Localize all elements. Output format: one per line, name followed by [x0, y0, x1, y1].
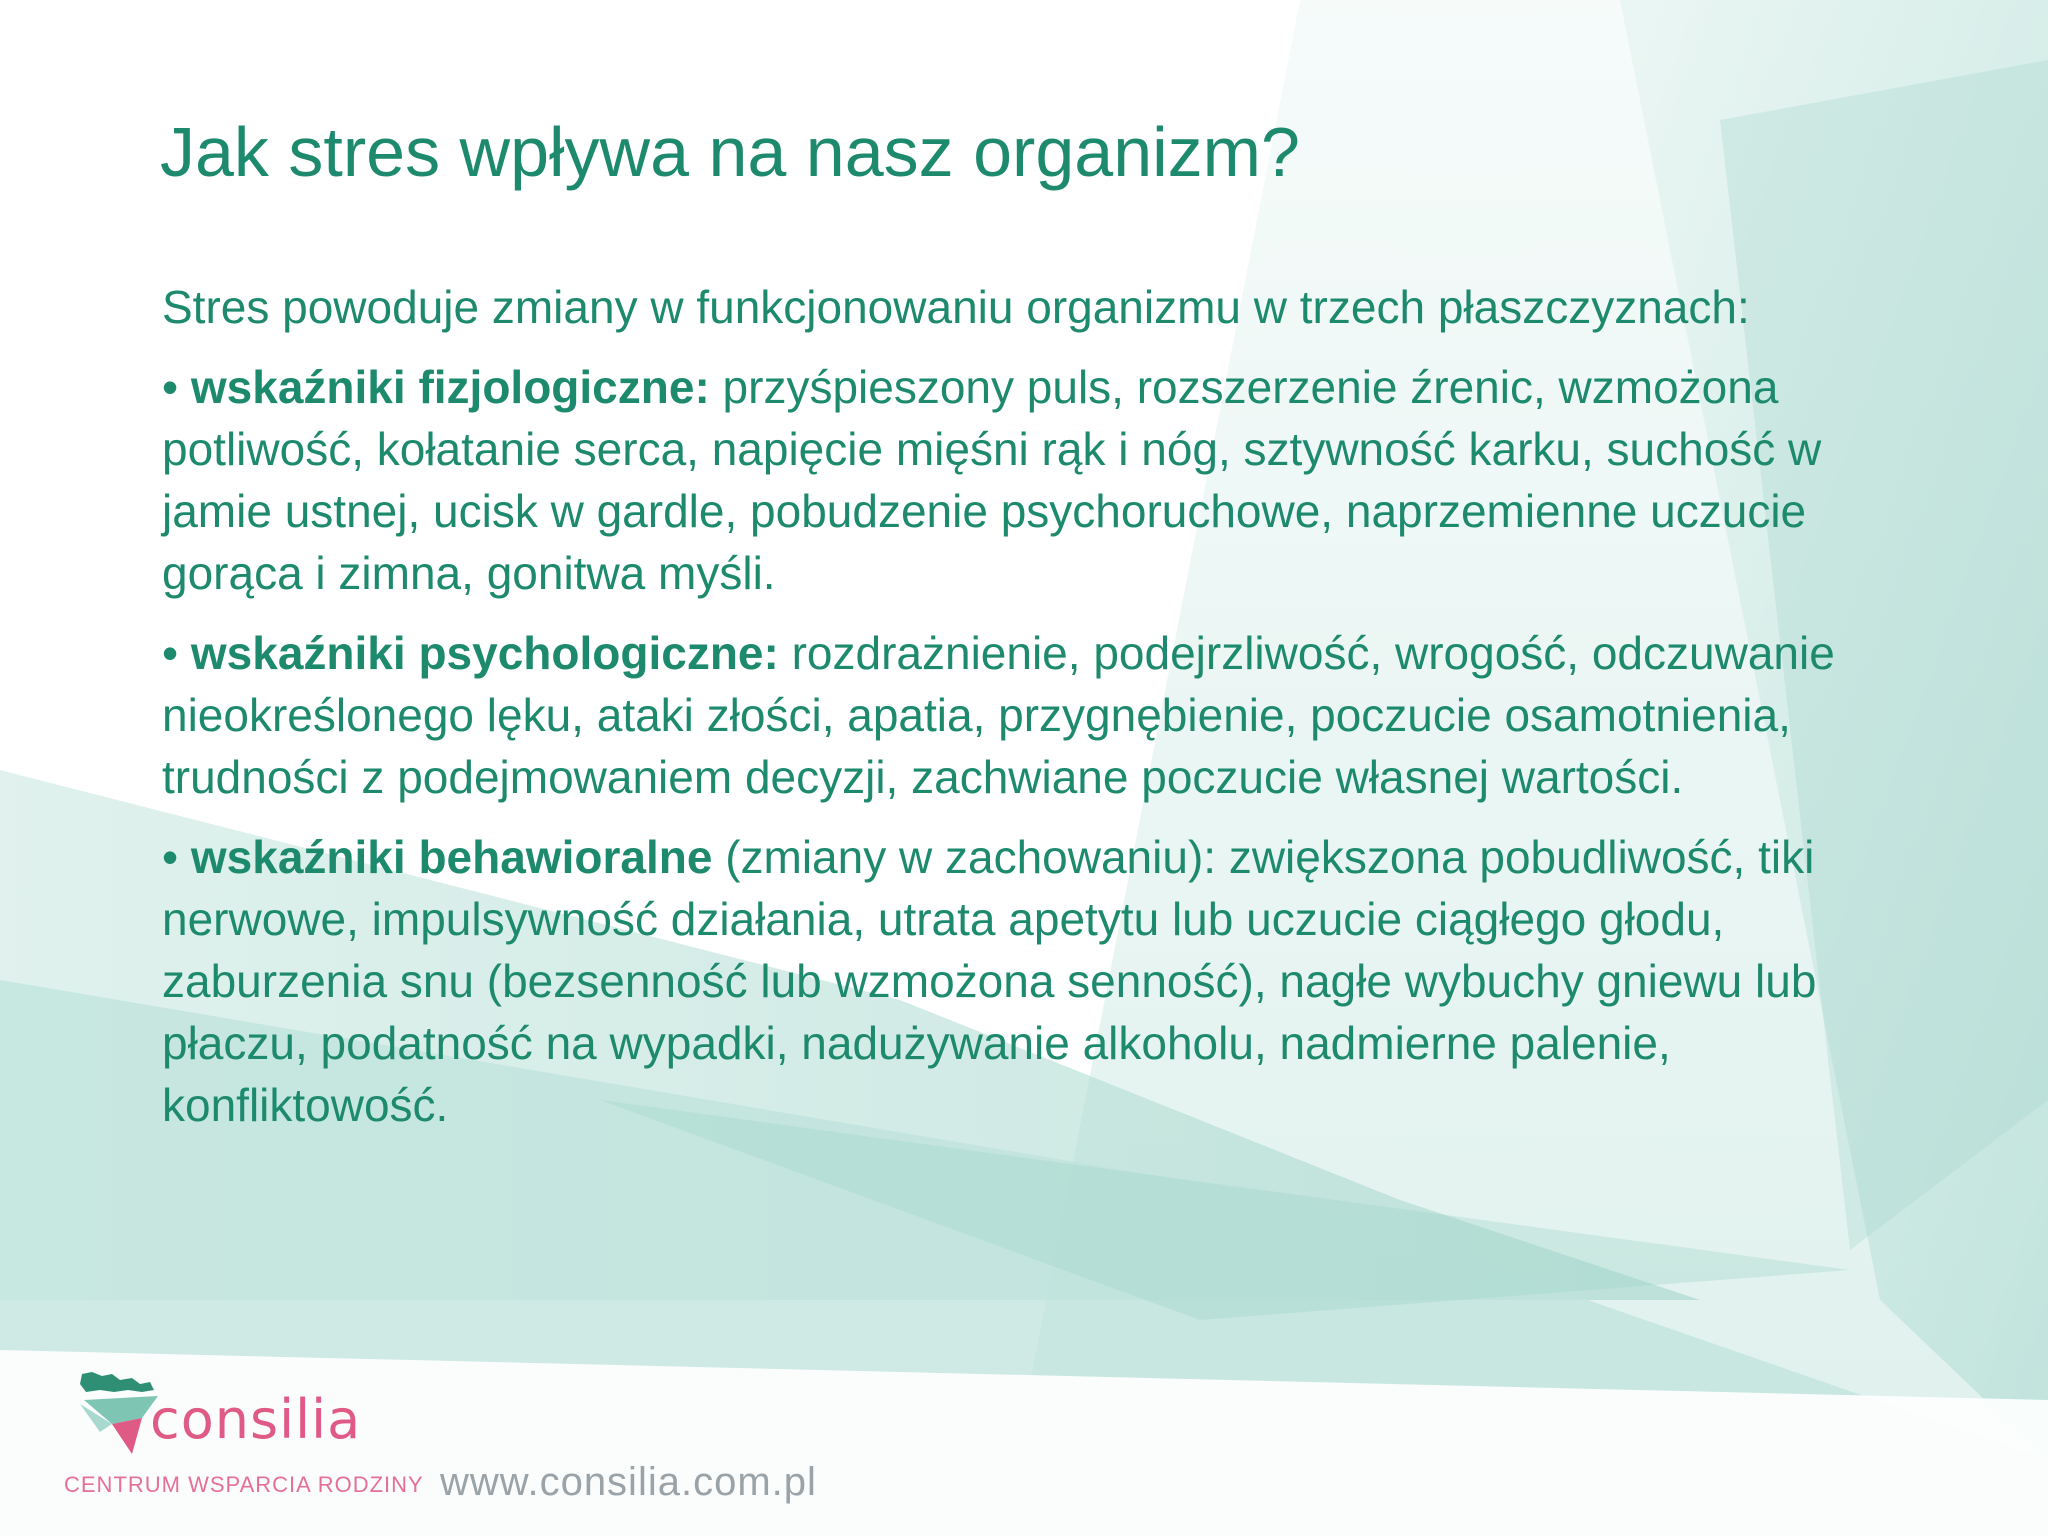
- slide-content: [162, 276, 1922, 1154]
- brand-name: consilia: [150, 1388, 362, 1451]
- slide-title: Jak stres wpływa na nasz organizm?: [160, 113, 1300, 191]
- bullet-behavioral: [162, 826, 1922, 1136]
- bullet-psychological: [162, 622, 1922, 808]
- bullet-marker: •: [162, 361, 179, 413]
- bullet-label: wskaźniki fizjologiczne:: [190, 361, 710, 413]
- bullet-text: przyśpieszony puls, rozszerzenie źrenic, wzmożona potliwość, kołatanie serca, napięcie mięśni rąk i nóg, sztywność karku, suchość w jamie ustnej, ucisk w gardle, pobudzenie psychoruchowe, naprzemienne uczucie gorąca i zimna, gonitwa myśli.: [162, 361, 1822, 599]
- bullet-label: wskaźniki psychologiczne:: [190, 627, 779, 679]
- brand-tagline: CENTRUM WSPARCIA RODZINY: [64, 1472, 424, 1497]
- intro-paragraph: Stres powoduje zmiany w funkcjonowaniu organizmu w trzech płaszczyznach:: [162, 281, 1750, 333]
- bullet-text: (zmiany w zachowaniu): zwiększona pobudliwość, tiki nerwowe, impulsywność działania, utrata apetytu lub uczucie ciągłego głodu, zaburzenia snu (bezsenność lub wzmożona senność), nagłe wybuchy gniewu lub płaczu, podatność na wypadki, nadużywanie alkoholu, nadmierne palenie, konfliktowość.: [162, 831, 1817, 1131]
- bullet-label: wskaźniki behawioralne: [190, 831, 713, 883]
- bullet-marker: •: [162, 627, 179, 679]
- bullet-physiological: [162, 356, 1922, 604]
- website-link[interactable]: www.consilia.com.pl: [440, 1460, 817, 1504]
- bullet-text: rozdrażnienie, podejrzliwość, wrogość, odczuwanie nieokreślonego lęku, ataki złości, apatia, przygnębienie, poczucie osamotnienia, trudności z podejmowaniem decyzji, zachwiane poczucie własnej wartości.: [162, 627, 1835, 803]
- bullet-marker: •: [162, 831, 179, 883]
